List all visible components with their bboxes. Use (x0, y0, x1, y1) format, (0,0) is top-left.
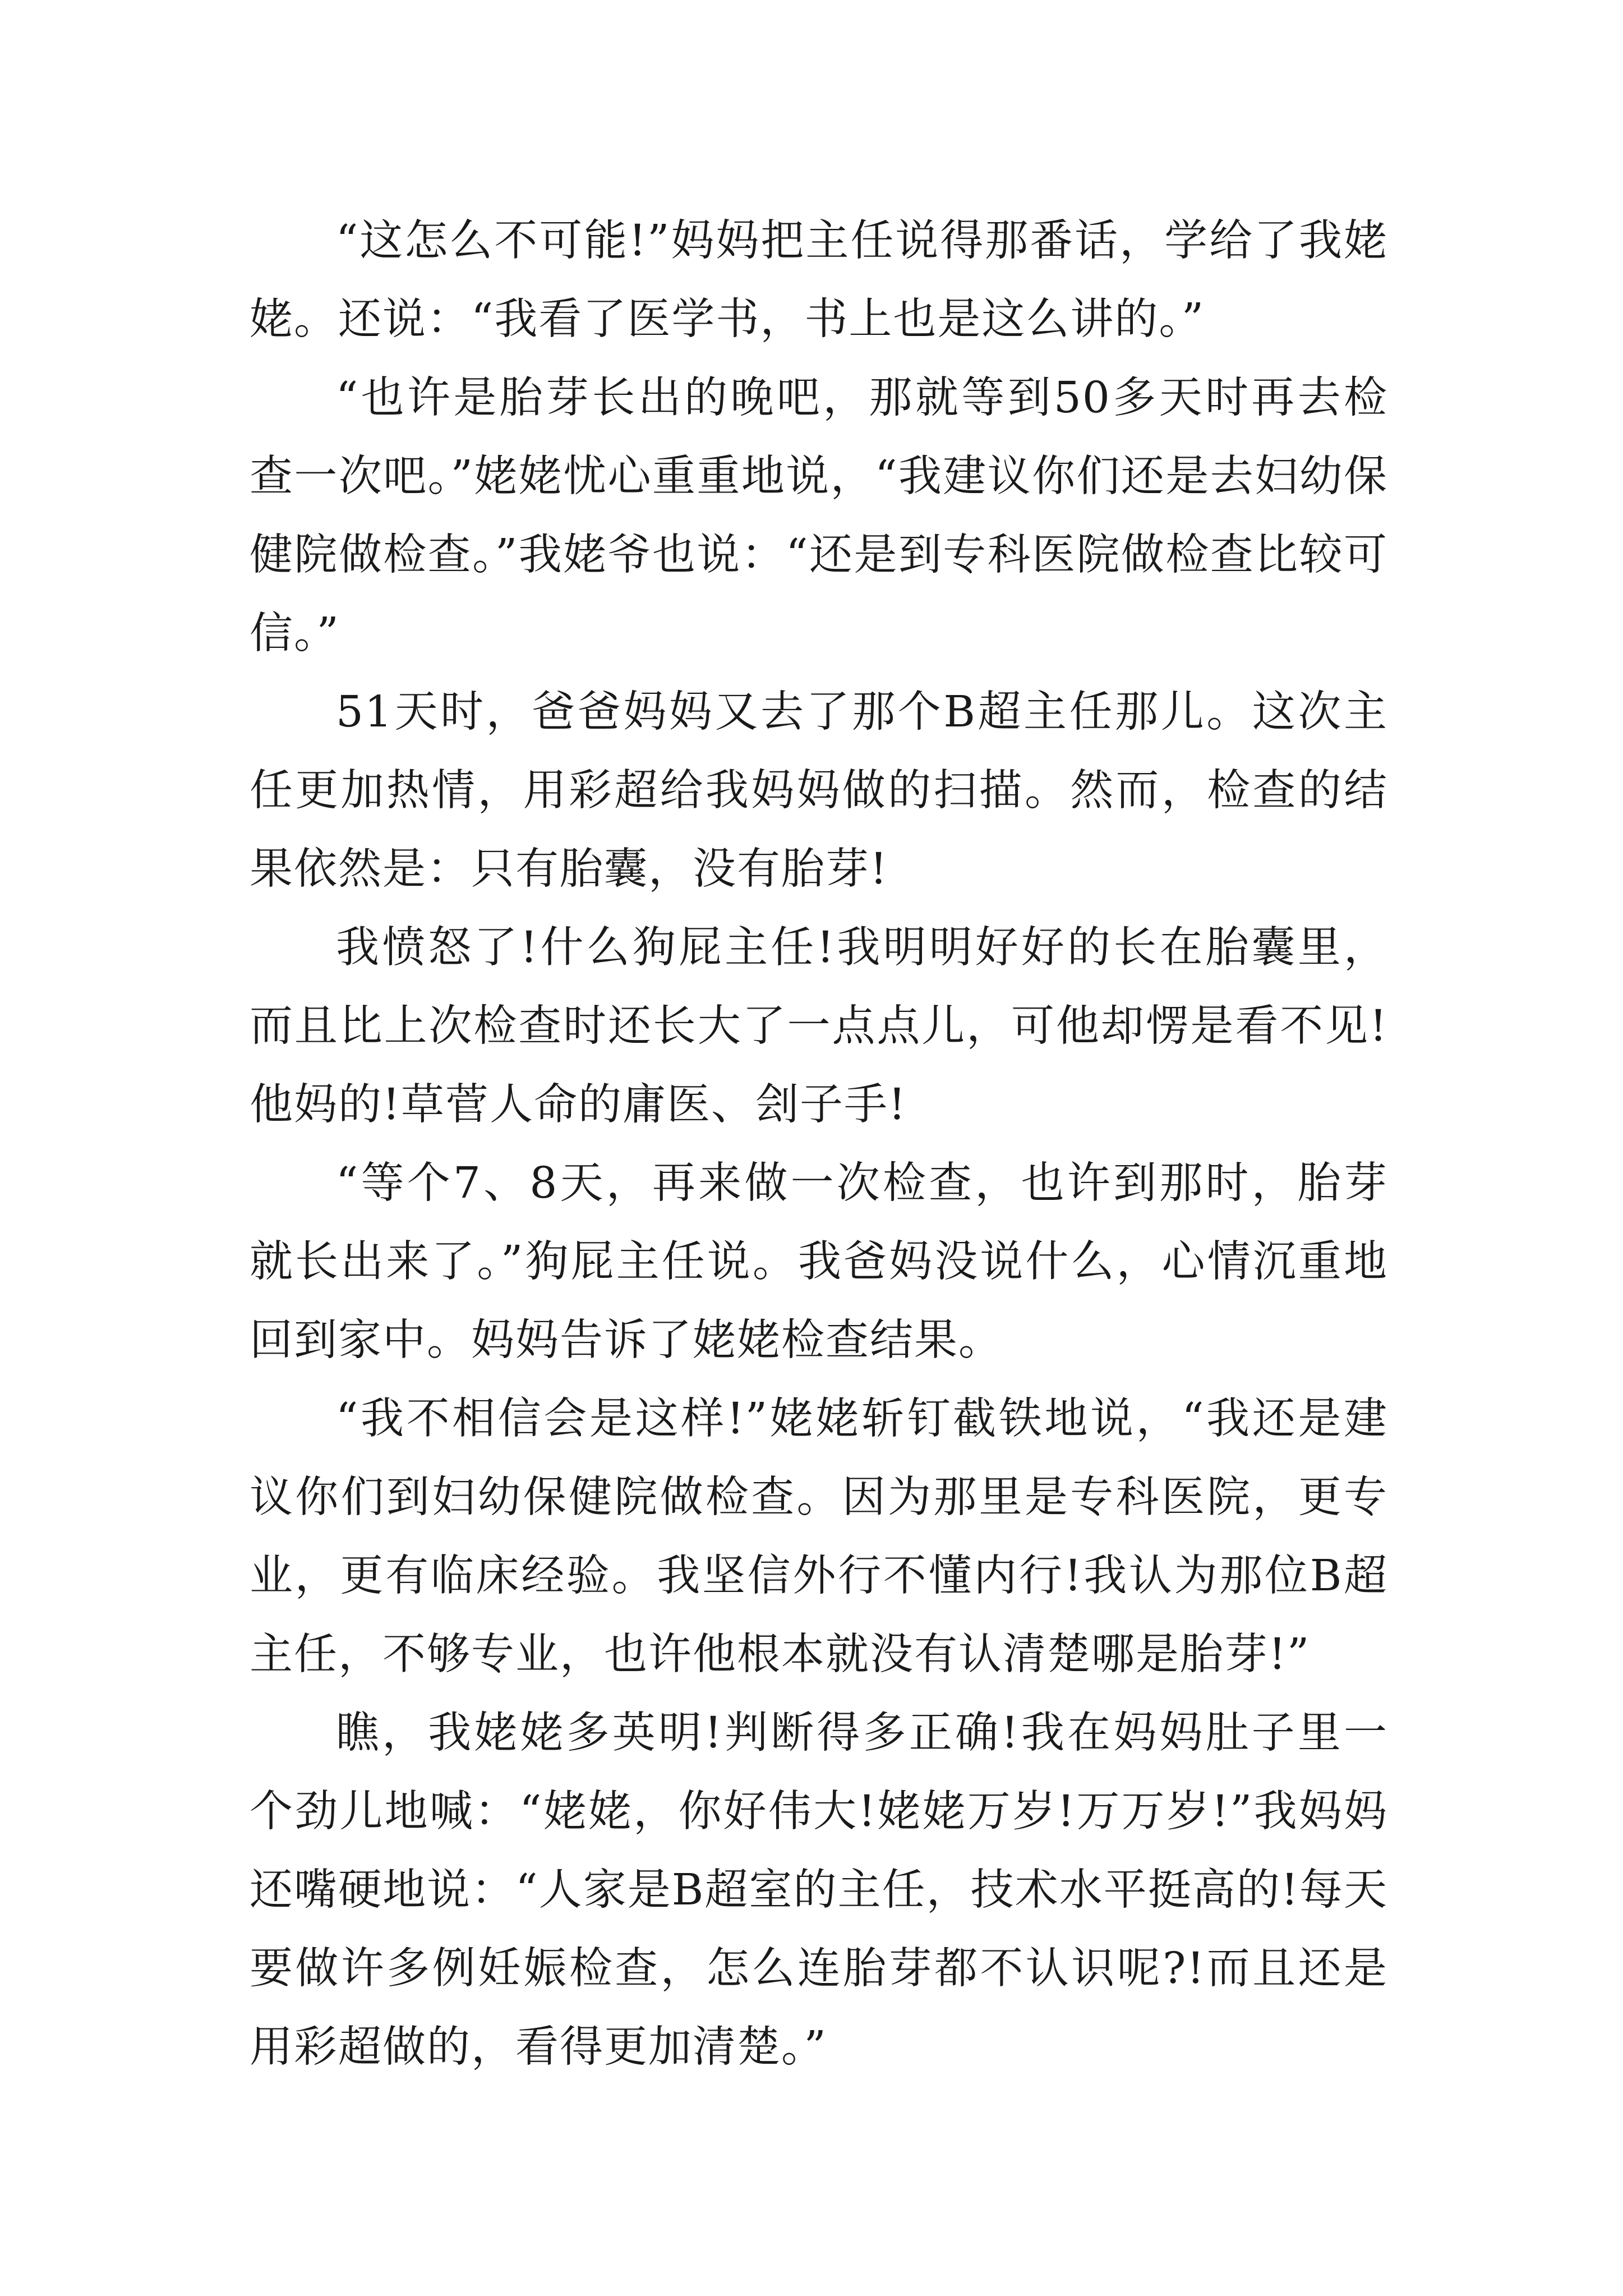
body-text (250, 202, 1388, 2087)
paragraph-5: “等个7、8天，再来做一次检查，也许到那时，胎芽就长出来了。”狗屁主任说。我爸妈没说什么，心情沉重地回到家中。妈妈告诉了姥姥检查结果。 (250, 1158, 1388, 1365)
paragraph-4: 我愤怒了!什么狗屁主任!我明明好好的长在胎囊里，而且比上次检查时还长大了一点点儿，可他却愣是看不见!他妈的!草菅人命的庸医、刽子手! (250, 923, 1388, 1130)
paragraph-7: 瞧，我姥姥多英明!判断得多正确!我在妈妈肚子里一个劲儿地喊：“姥姥，你好伟大!姥姥万岁!万万岁!”我妈妈还嘴硬地说：“人家是B超室的主任，技术水平挺高的!每天要做许多例妊娠检查，怎么连胎芽都不认识呢?!而且还是用彩超做的，看得更加清楚。” (250, 1708, 1388, 2072)
paragraph-6: “我不相信会是这样!”姥姥斩钉截铁地说，“我还是建议你们到妇幼保健院做检查。因为那里是专科医院，更专业，更有临床经验。我坚信外行不懂内行!我认为那位B超主任，不够专业，也许他根本就没有认清楚哪是胎芽!” (250, 1394, 1388, 1680)
paragraph-1: “这怎么不可能!”妈妈把主任说得那番话，学给了我姥姥。还说：“我看了医学书，书上也是这么讲的。” (250, 216, 1388, 344)
paragraph-3: 51天时，爸爸妈妈又去了那个B超主任那儿。这次主任更加热情，用彩超给我妈妈做的扫描。然而，检查的结果依然是：只有胎囊，没有胎芽! (250, 687, 1388, 894)
paragraph-2: “也许是胎芽长出的晚吧，那就等到50多天时再去检查一次吧。”姥姥忧心重重地说，“我建议你们还是去妇幼保健院做检查。”我姥爷也说：“还是到专科医院做检查比较可信。” (250, 373, 1388, 659)
